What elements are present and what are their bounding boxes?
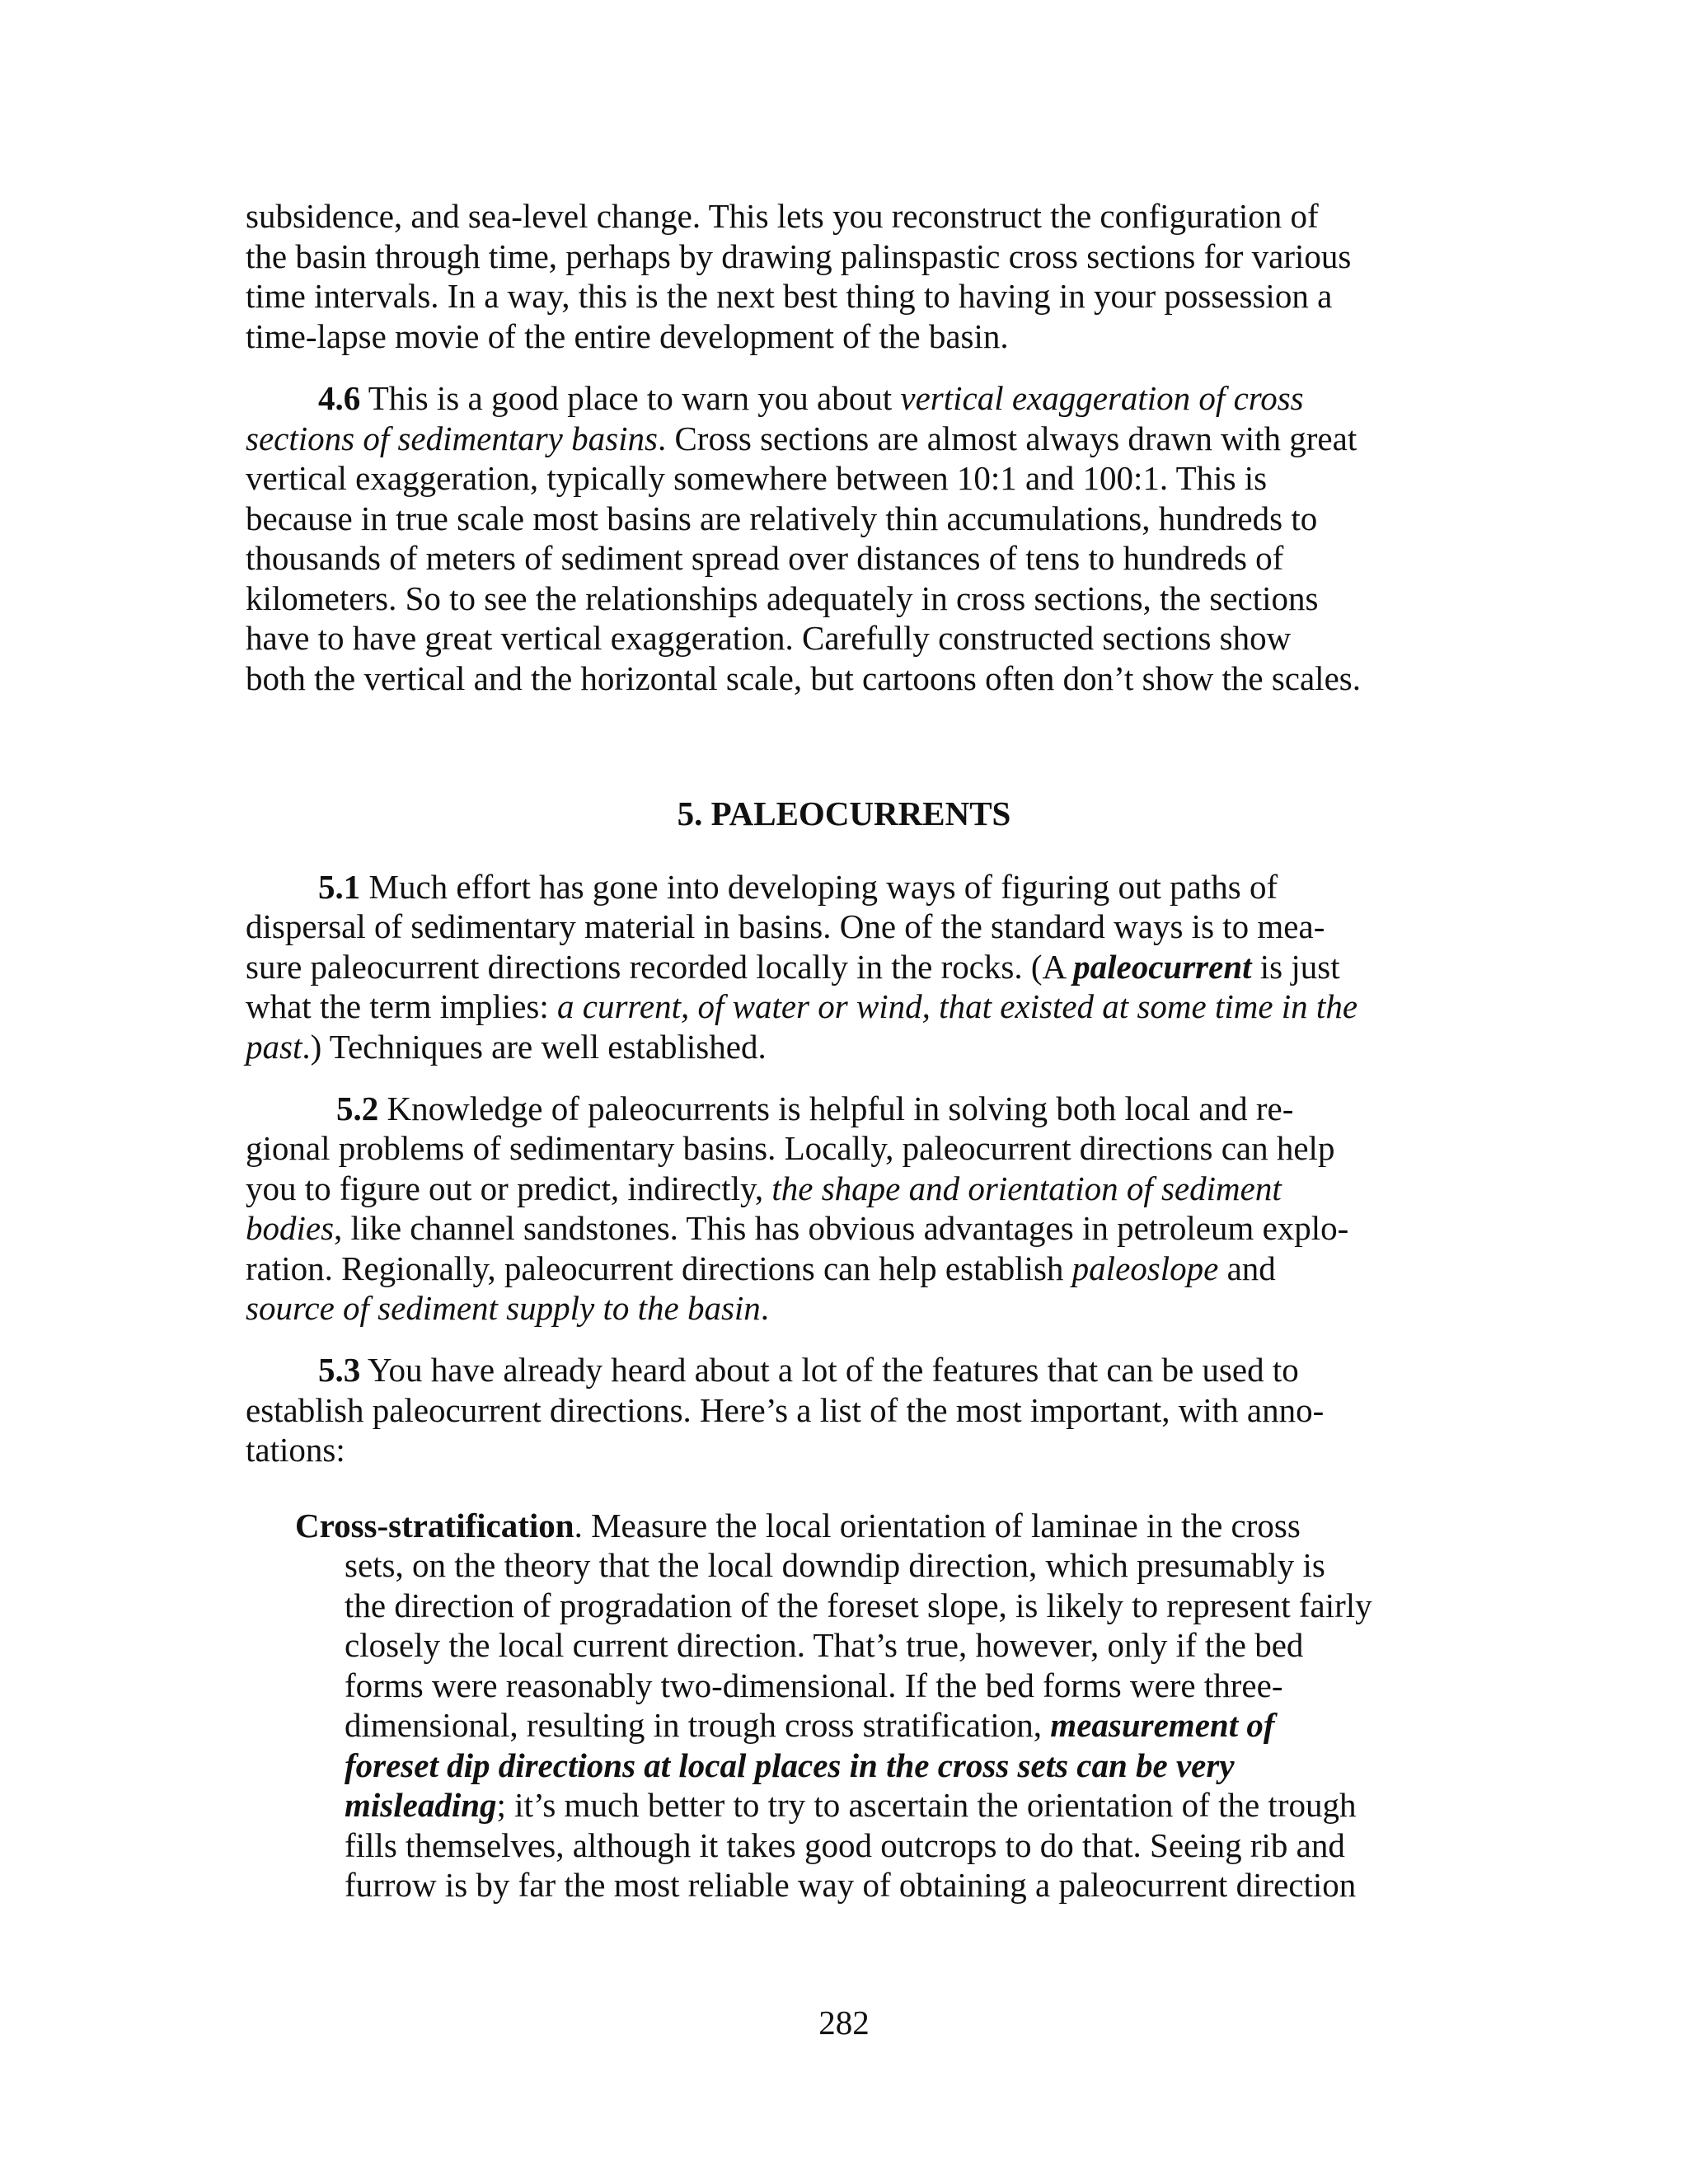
cross-strat-line-3: the direction of progradation of the foreset slope, is likely to represent fairly — [345, 1586, 1372, 1624]
para-5-2-line-4: bodies, like channel sandstones. This has obvious advantages in petroleum explo- — [246, 1209, 1349, 1247]
cross-strat-line-6: dimensional, resulting in trough cross stratification, measurement of — [345, 1706, 1275, 1744]
para-number: 4.6 — [318, 379, 361, 417]
defined-term: paleocurrent — [1073, 948, 1252, 986]
para-5-1-line-1: 5.1 Much effort has gone into developing ways of figuring out paths of — [318, 868, 1278, 906]
emphasis: the shape and orientation of sediment — [771, 1169, 1282, 1207]
para-4-6-line-4: because in true scale most basins are relatively thin accumulations, hundreds to — [246, 499, 1318, 537]
emphasis: past — [246, 1028, 302, 1066]
emphasis: bodies — [246, 1209, 335, 1247]
cross-strat-line-4: closely the local current direction. That’s true, however, only if the bed — [345, 1626, 1304, 1664]
para-4-6-line-5: thousands of meters of sediment spread over distances of tens to hundreds of — [246, 539, 1284, 577]
para-5-3-line-2: establish paleocurrent directions. Here’s a list of the most important, with anno- — [246, 1391, 1325, 1429]
para-5-1-line-4: what the term implies: a current, of water or wind, that existed at some time in the — [246, 987, 1358, 1025]
para-4-6-line-8: both the vertical and the horizontal scale, but cartoons often don’t show the scales. — [246, 659, 1361, 697]
para-5-3-line-3: tations: — [246, 1431, 345, 1469]
para-5-2-line-5: ration. Regionally, paleocurrent directions can help establish paleoslope and — [246, 1249, 1276, 1287]
cross-strat-line-5: forms were reasonably two-dimensional. If the bed forms were three- — [345, 1666, 1283, 1704]
para-5-3-line-1: 5.3 You have already heard about a lot of the features that can be used to — [318, 1351, 1299, 1389]
para-4-6-line-1: 4.6 This is a good place to warn you about vertical exaggeration of cross — [318, 379, 1304, 417]
page-number: 282 — [818, 2004, 870, 2041]
emphasis: source of sediment supply to the basin — [246, 1289, 761, 1327]
para-5-2-line-2: gional problems of sedimentary basins. Locally, paleocurrent directions can help — [246, 1129, 1335, 1167]
para-5-2-line-1: 5.2 Knowledge of paleocurrents is helpful in solving both local and re- — [336, 1090, 1294, 1127]
emphasis: a current, of water or wind, that existed at some time in the — [557, 987, 1358, 1025]
para-4-5-line-4: time-lapse movie of the entire development of the basin. — [246, 317, 1009, 355]
para-4-6-line-2: sections of sedimentary basins. Cross sections are almost always drawn with great — [246, 419, 1357, 457]
para-4-5-line-1: subsidence, and sea-level change. This lets you reconstruct the configuration of — [246, 197, 1319, 235]
section-heading: 5. PALEOCURRENTS — [677, 794, 1011, 832]
para-number: 5.3 — [318, 1351, 361, 1389]
cross-strat-line-10: furrow is by far the most reliable way of obtaining a paleocurrent direction — [345, 1866, 1357, 1904]
para-5-2-line-6: source of sediment supply to the basin. — [246, 1289, 770, 1327]
cross-strat-line-1: Cross-stratification. Measure the local orientation of laminae in the cross — [295, 1507, 1301, 1544]
list-term: Cross-stratification — [295, 1507, 574, 1544]
para-5-1-line-3: sure paleocurrent directions recorded locally in the rocks. (A paleocurrent is just — [246, 948, 1340, 986]
para-4-5-line-3: time intervals. In a way, this is the next best thing to having in your possession a — [246, 277, 1333, 315]
cross-strat-line-8: misleading; it’s much better to try to ascertain the orientation of the trough — [345, 1786, 1357, 1824]
para-5-1-line-2: dispersal of sedimentary material in basins. One of the standard ways is to mea- — [246, 907, 1325, 945]
emphasis: paleoslope — [1071, 1249, 1219, 1287]
emphasis: misleading — [345, 1786, 497, 1824]
emphasis: foreset dip directions at local places in the cross sets can be very — [345, 1746, 1235, 1784]
para-5-2-line-3: you to figure out or predict, indirectly, the shape and orientation of sediment — [246, 1169, 1282, 1207]
para-4-6-line-6: kilometers. So to see the relationships adequately in cross sections, the sections — [246, 579, 1319, 617]
cross-strat-line-7 — [345, 1746, 1235, 1786]
emphasis: vertical exaggeration of cross — [900, 379, 1304, 417]
emphasis: measurement of — [1050, 1706, 1275, 1744]
para-4-6-line-3: vertical exaggeration, typically somewhere between 10:1 and 100:1. This is — [246, 459, 1268, 497]
cross-strat-line-9: fills themselves, although it takes good outcrops to do that. Seeing rib and — [345, 1826, 1345, 1864]
cross-strat-line-2: sets, on the theory that the local downdip direction, which presumably is — [345, 1546, 1325, 1584]
para-4-6-line-7: have to have great vertical exaggeration. Carefully constructed sections show — [246, 619, 1292, 657]
para-number: 5.2 — [336, 1090, 379, 1127]
para-5-1-line-5: past.) Techniques are well established. — [246, 1028, 767, 1066]
para-4-5-line-2: the basin through time, perhaps by drawing palinspastic cross sections for various — [246, 237, 1352, 275]
para-number: 5.1 — [318, 868, 361, 906]
emphasis: sections of sedimentary basins — [246, 419, 658, 457]
